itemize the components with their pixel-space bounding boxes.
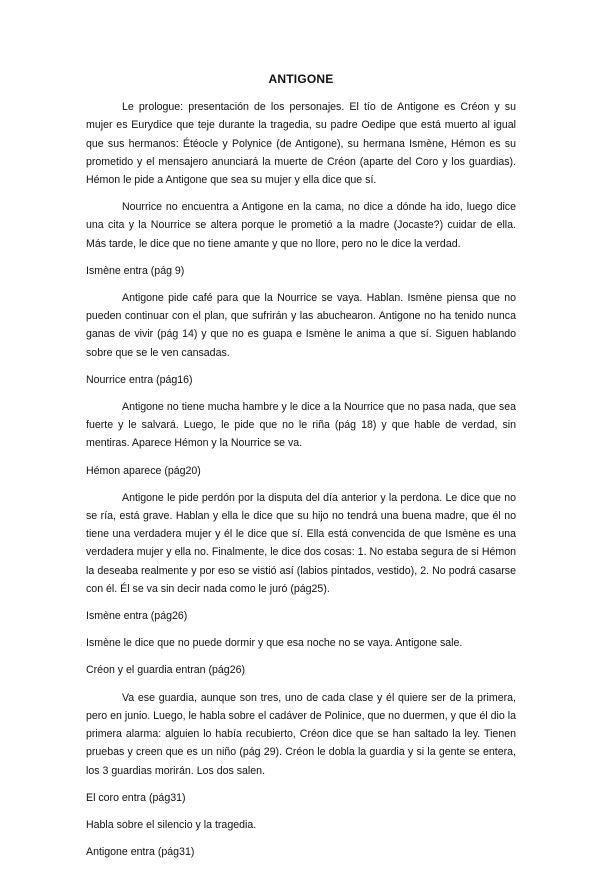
paragraph-nourrice-scene: Antigone no tiene mucha hambre y le dice a la Nourrice que no pasa nada, que sea fuerte y le salvará. Luego, le pide que no le riña (pág 18) y que hable de verdad, sin mentiras. Aparece Hémon y la Nourrice se va. <box>86 401 516 450</box>
page-title: ANTIGONE <box>268 72 334 86</box>
paragraph-ismene-second: Ismène le dice que no puede dormir y que esa noche no se vaya. Antigone sale. <box>86 637 463 650</box>
paragraph-chorus: Habla sobre el silencio y la tragedia. <box>86 818 257 831</box>
paragraph-nourrice: Nourrice no encuentra a Antigone en la cama, no dice a dónde ha ido, luego dice una cita y la Nourrice se altera porque le prometió a la madre (Jocaste?) cuidar de ella. Más tarde, le dice que no tiene amante y que no llore, pero no le dice la verdad. <box>86 201 516 250</box>
section-heading: Créon y el guardia entran (pág26) <box>86 664 246 677</box>
document-body <box>86 70 516 870</box>
section-heading: Antigone entra (pág31) <box>86 846 195 859</box>
section-heading: Ismène entra (pág 9) <box>86 264 185 277</box>
paragraph-hemon-scene: Antigone le pide perdón por la disputa del día anterior y la perdona. Le dice que no se ría, está grave. Hablan y ella le dice que su hijo no tendrá una buena madre, que él no tiene una verdadera mujer y él le dice que sí. Ella está convencida de que Ismène es una verdadera mujer y ella no. Finalmente, le dice dos cosas: 1. No estaba segura de si Hémon la deseaba realmente y por eso se vistió así (labios pintados, vestido), 2. No podrá casarse con él. Él se va sin decir nada como le juró (pág25). <box>86 491 516 595</box>
paragraph-prologue: Le prologue: presentación de los personajes. El tío de Antigone es Créon y su mujer es Eurydice que teje durante la tragedia, su padre Oedipe que está muerto al igual que sus hermanos: Étéocle y Polynice (de Antigone), su hermana Ismène, Hémon es su prometido y el mensajero anunciará la muerte de Créon (aparte del Coro y los guardias). Hémon le pide a Antigone que sea su mujer y ella dice que sí. <box>86 101 516 187</box>
section-heading: Ismène entra (pág26) <box>86 610 188 623</box>
paragraph-ismene-scene: Antigone pide café para que la Nourrice se vaya. Hablan. Ismène piensa que no pueden continuar con el plan, que sufrirán y las abuchearon. Antigone no ha tenido nunca ganas de vivir (pág 14) y que no es guapa e Ismène le anima a que sí. Siguen hablando sobre que se le ven cansadas. <box>86 292 516 359</box>
section-heading: Hémon aparece (pág20) <box>86 464 201 477</box>
paragraph-creon-guard: Va ese guardia, aunque son tres, uno de cada clase y él quiere ser de la primera, pero en junio. Luego, le habla sobre el cadáver de Polinice, que no duermen, y que él dio la primera alarma: alguien lo había recubierto, Créon dice que se han saltado la ley. Tienen pruebas y creen que es un niño (pág 29). Créon le dobla la guardia y si la gente se entera, los 3 guardias morirán. Los dos salen. <box>86 691 516 777</box>
section-heading: El coro entra (pág31) <box>86 791 186 804</box>
section-heading: Nourrice entra (pág16) <box>86 373 193 386</box>
